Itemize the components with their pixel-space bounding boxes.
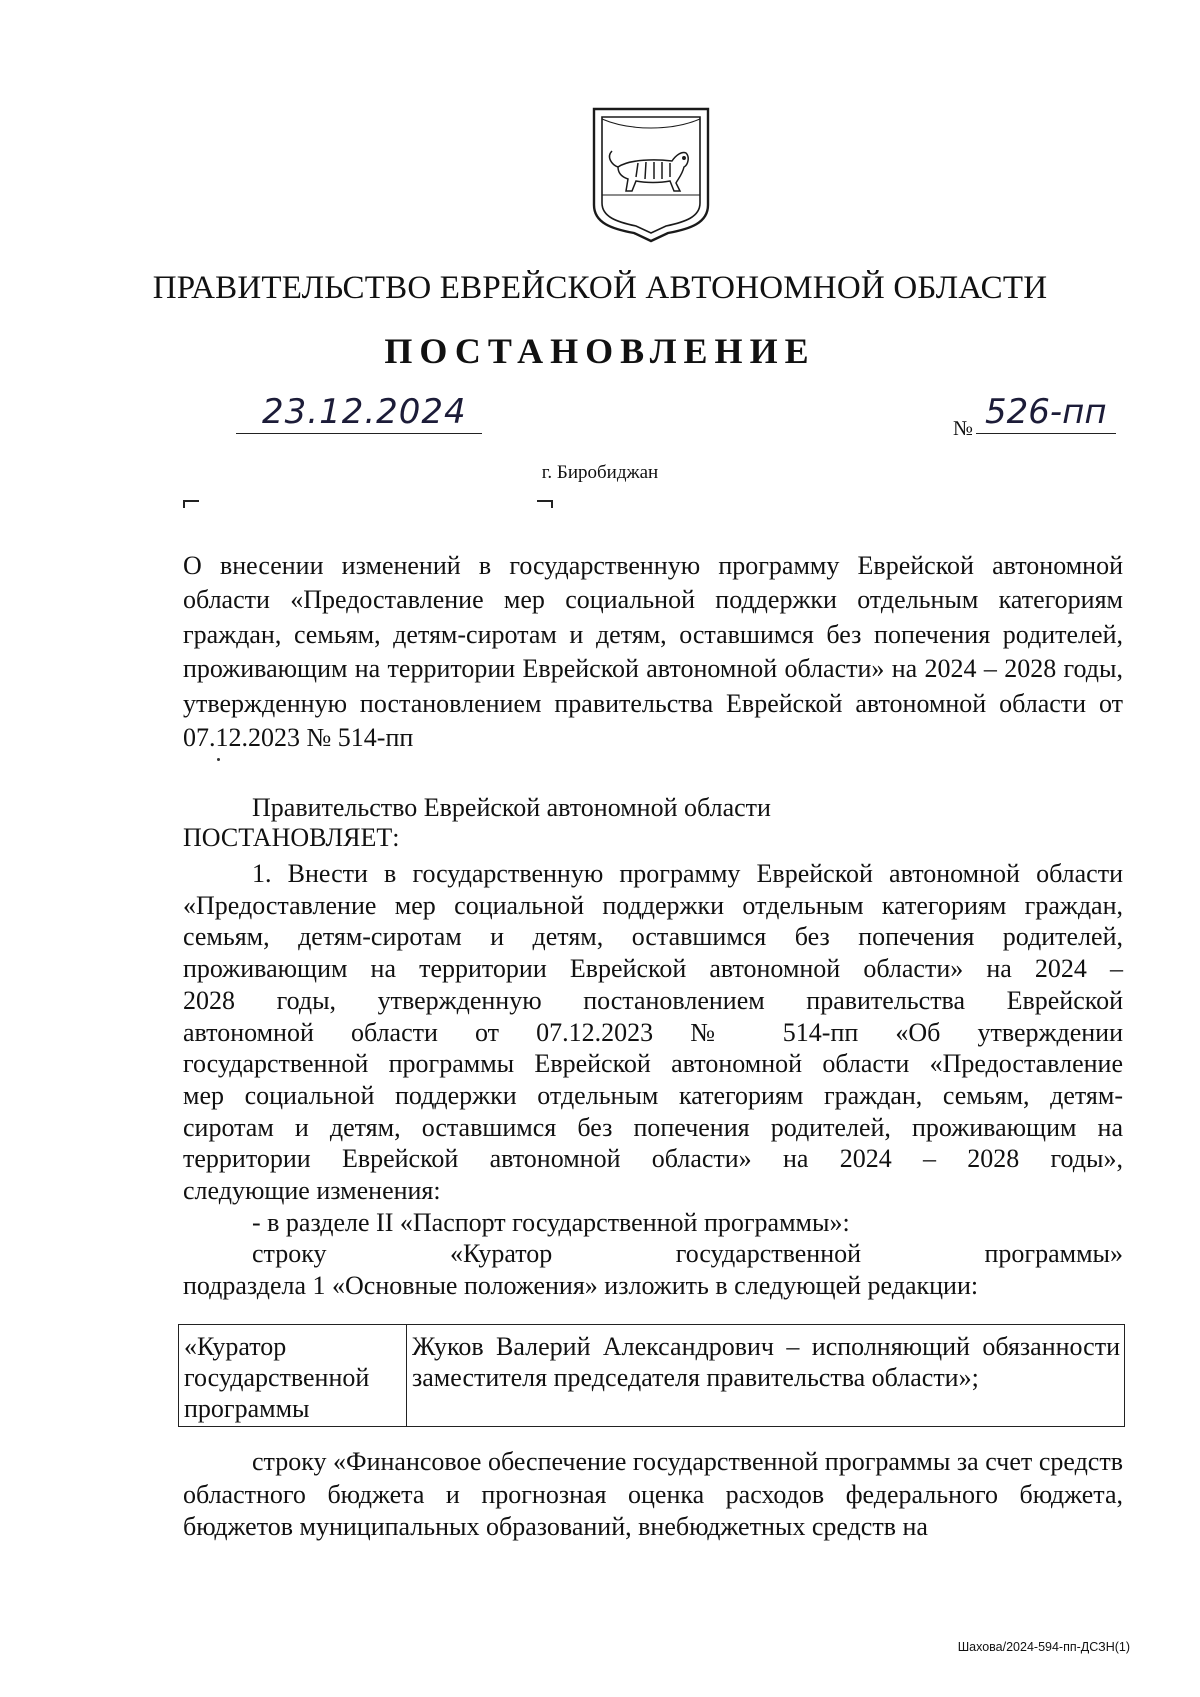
preamble-government: Правительство Еврейской автономной области	[252, 793, 771, 822]
body-line: строку «Куратор государственной программы»	[252, 1239, 1123, 1269]
body-line: проживающим на территории Еврейской автономной области» на 2024 –	[183, 954, 1123, 984]
body-line: 2028 годы, утвержденную постановлением правительства Еврейской	[183, 985, 1123, 1015]
government-title: ПРАВИТЕЛЬСТВО ЕВРЕЙСКОЙ АВТОНОМНОЙ ОБЛАСТИ	[152, 270, 1048, 306]
body-line: 1. Внести в государственную программу Еврейской автономной области	[252, 859, 1123, 888]
body-line: - в разделе II «Паспорт государственной программы»:	[252, 1207, 850, 1237]
continuation-paragraph	[183, 1446, 1123, 1544]
body-line: «Предоставление мер социальной поддержки отдельным категориям граждан,	[183, 890, 1123, 920]
body-line: автономной области от 07.12.2023 № 514-пп «Об утверждении	[183, 1017, 1123, 1047]
body-line: семьям, детям-сиротам и детям, оставшимся без попечения родителей,	[183, 922, 1123, 952]
table-cell-value: Жуков Валерий Александрович – исполняющий обязанности заместителя председателя правительства области»;	[407, 1325, 1125, 1427]
body-line: подраздела 1 «Основные положения» изложить в следующей редакции:	[183, 1271, 979, 1301]
date-underline	[236, 433, 482, 434]
left-corner-mark	[183, 500, 199, 508]
coat-of-arms-emblem	[590, 105, 712, 245]
preamble-decree-word: ПОСТАНОВЛЯЕТ:	[183, 823, 400, 852]
document-subject: О внесении изменений в государственную программу Еврейской автономной области «Предоставление мер социальной поддержки отдельным категориям граждан, семьям, детям-сиротам и детям, оставшимся без попечения родителей, проживающим на территории Еврейской автономной области» на 2024 – 2028 годы, утвержденную постановлением правительства Еврейской автономной области от 07.12.2023 № 514-пп	[183, 551, 1123, 753]
handwritten-number: 526-пп	[985, 392, 1107, 432]
number-underline	[976, 433, 1116, 434]
table-cell-label: «Куратор государственной программы	[179, 1325, 407, 1427]
body-line: следующие изменения:	[183, 1176, 441, 1206]
body-line: сиротам и детям, оставшимся без попечения родителей, проживающим на	[183, 1112, 1123, 1142]
city-name: г. Биробиджан	[541, 462, 659, 483]
right-corner-mark	[537, 500, 553, 508]
coat-of-arms-tiger-icon	[590, 105, 712, 245]
stray-dot	[217, 758, 220, 761]
body-line: государственной программы Еврейской автономной области «Предоставление	[183, 1049, 1123, 1079]
curator-table	[178, 1324, 1125, 1427]
table-row	[179, 1325, 1125, 1427]
decree-body	[183, 858, 1123, 1302]
document-type-title: ПОСТАНОВЛЕНИЕ	[384, 331, 816, 371]
body-line: территории Еврейской автономной области» на 2024 – 2028 годы»,	[183, 1144, 1123, 1174]
body-line: мер социальной поддержки отдельным категориям граждан, семьям, детям-	[183, 1080, 1123, 1110]
handwritten-date: 23.12.2024	[262, 392, 467, 432]
number-sign: №	[953, 416, 974, 440]
continuation-text: строку «Финансовое обеспечение государственной программы за счет средств областного бюджета и прогнозная оценка расходов федерального бюджета, бюджетов муниципальных образований, внебюджетных средств на	[183, 1447, 1123, 1541]
footer-reference: Шахова/2024-594-пп-ДСЗН(1)	[957, 1640, 1130, 1654]
